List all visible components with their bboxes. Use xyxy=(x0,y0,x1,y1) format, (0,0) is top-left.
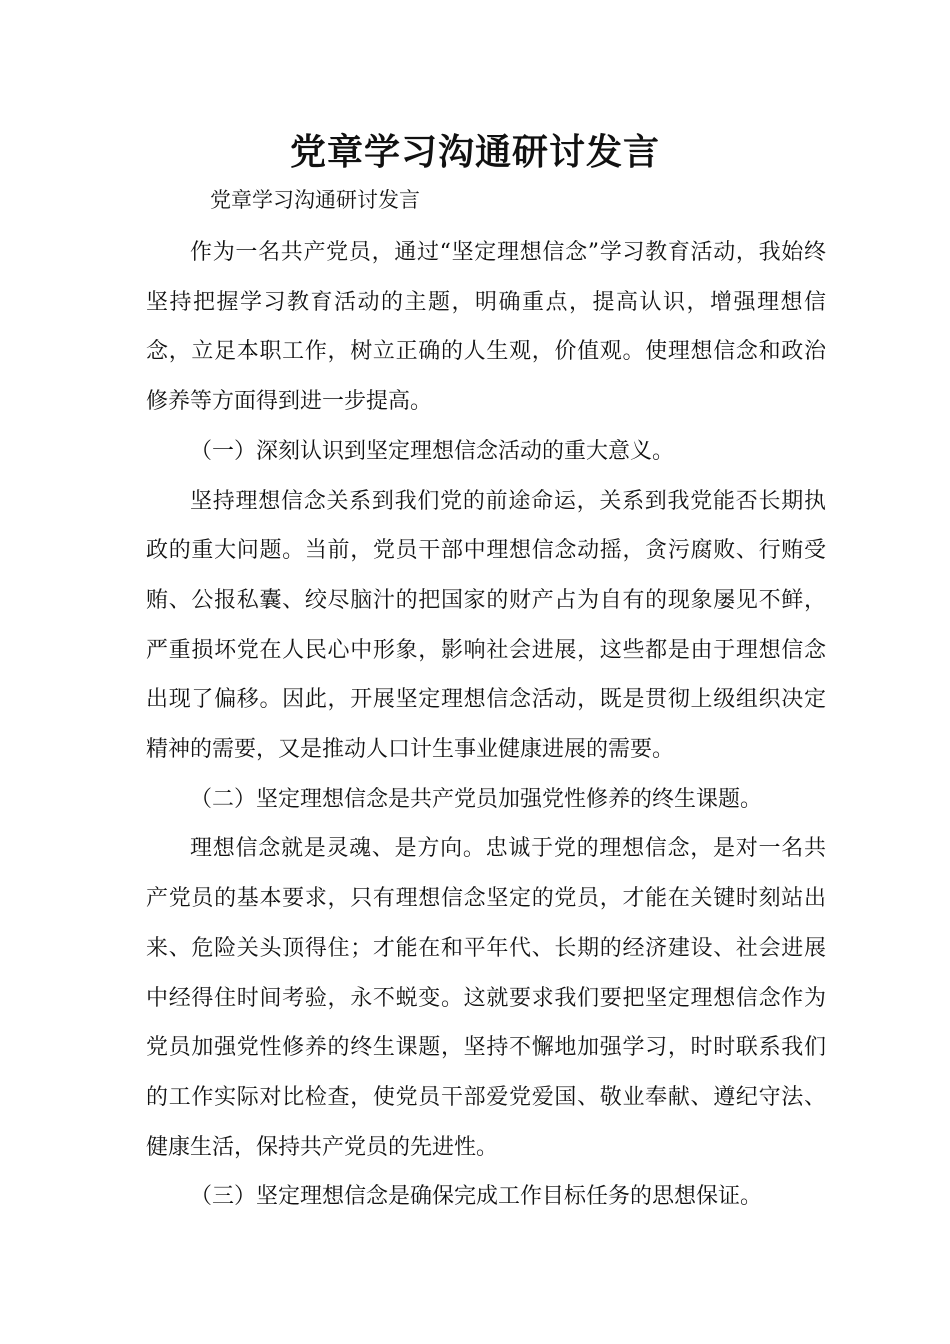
section-heading-1: （一）深刻认识到坚定理想信念活动的重大意义。 xyxy=(190,438,675,464)
paragraph-section-1: 坚持理想信念关系到我们党的前途命运，关系到我党能否长期执政的重大问题。当前，党员干部中理想信念动摇，贪污腐败、行贿受贿、公报私囊、绞尽脑汁的把国家的财产占为自有的现象屡见不鲜，严重损坏党在人民心中形象，影响社会进展，这些都是由于理想信念出现了偏移。因此，开展坚定理想信念活动，既是贯彻上级组织决定精神的需要，又是推动人口计生事业健康进展的需要。 xyxy=(146,488,826,763)
document-title: 党章学习沟通研讨发言 xyxy=(289,131,660,173)
section-heading-2: （二）坚定理想信念是共产党员加强党性修养的终生课题。 xyxy=(190,786,763,812)
paragraph-section-2: 理想信念就是灵魂、是方向。忠诚于党的理想信念，是对一名共产党员的基本要求，只有理想信念坚定的党员，才能在关键时刻站出来、危险关头顶得住；才能在和平年代、长期的经济建设、社会进展中经得住时间考验，永不蜕变。这就要求我们要把坚定理想信念作为党员加强党性修养的终生课题，坚持不懈地加强学习，时时联系我们的工作实际对比检查，使党员干部爱党爱国、敬业奉献、遵纪守法、健康生活，保持共产党员的先进性。 xyxy=(146,836,826,1160)
document-subtitle: 党章学习沟通研讨发言 xyxy=(210,188,420,212)
document-body xyxy=(146,228,826,1222)
paragraph-intro: 作为一名共产党员，通过“坚定理想信念”学习教育活动，我始终坚持把握学习教育活动的主题，明确重点，提高认识，增强理想信念，立足本职工作，树立正确的人生观，价值观。使理想信念和政治修养等方面得到进一步提高。 xyxy=(146,240,826,415)
section-heading-3: （三）坚定理想信念是确保完成工作目标任务的思想保证。 xyxy=(190,1184,763,1210)
